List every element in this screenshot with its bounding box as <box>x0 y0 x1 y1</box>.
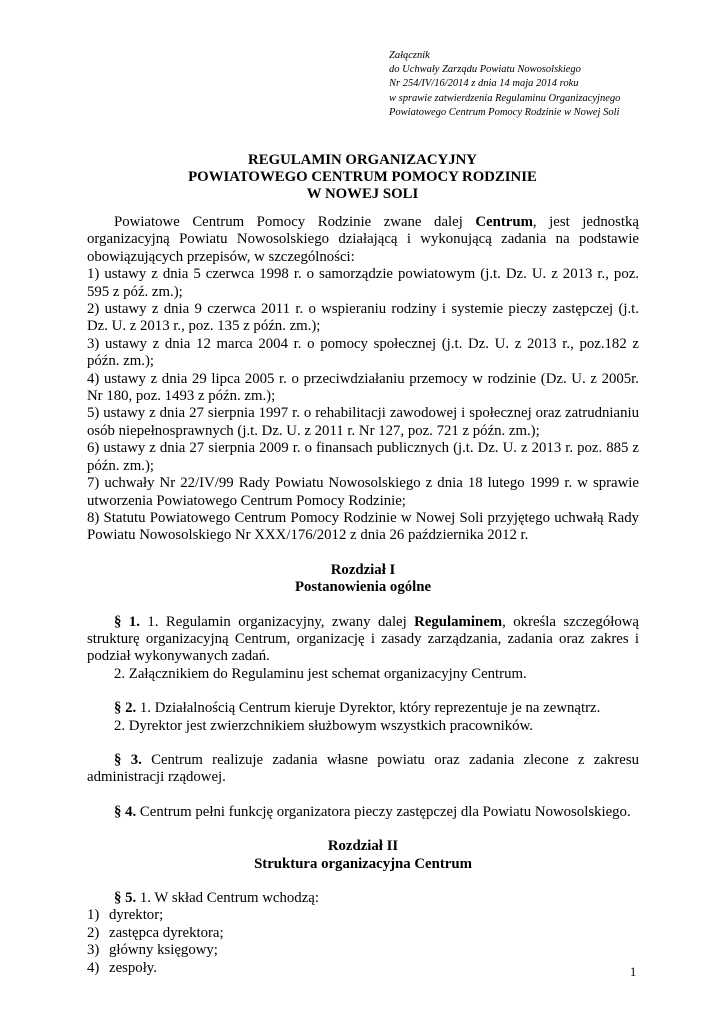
section-5: § 5. 1. W skład Centrum wchodzą: <box>114 890 319 906</box>
intro-paragraph: Powiatowe Centrum Pomocy Rodzinie zwane dalej Centrum, jest jednostką organizacyjną Powiatu Nowosolskiego działającą i wykonującą zadania na podstawie obowiązujących przepisów, w szczególności: <box>87 214 639 265</box>
document-title <box>0 152 725 203</box>
title-line: REGULAMIN ORGANIZACYJNY <box>248 152 477 168</box>
list-item: 1) dyrektor; <box>87 907 164 924</box>
list-item: 2) zastępca dyrektora; <box>87 924 224 941</box>
law-item: 5) ustawy z dnia 27 sierpnia 1997 r. o rehabilitacji zawodowej i społecznej oraz zatrudnianiu osób niepełnosprawnych (j.t. Dz. U. z 2011 r. Nr 127, poz. 721 z późn. zm.); <box>87 405 639 439</box>
section-2: § 2. 1. Działalnością Centrum kieruje Dyrektor, który reprezentuje je na zewnątrz. <box>114 700 601 717</box>
section-2-point-2: 2. Dyrektor jest zwierzchnikiem służbowym wszystkich pracowników. <box>114 717 534 734</box>
law-item: 8) Statutu Powiatowego Centrum Pomocy Rodzinie w Nowej Soli przyjętego uchwałą Rady Powiatu Nowosolskiego Nr XXX/176/2012 z dnia 26 października 2012 r. <box>87 509 639 544</box>
section-1: § 1. 1. Regulamin organizacyjny, zwany dalej Regulaminem, określa szczegółową strukturę organizacyjną Centrum, organizację i zasady zarządzania, zadania oraz zakres i podział wykonywanych zadań. <box>87 613 639 665</box>
law-item: 2) ustawy z dnia 9 czerwca 2011 r. o wspieraniu rodziny i systemie pieczy zastępczej (j.t. Dz. U. z 2013 r., poz. 135 z późn. zm.); <box>87 301 639 335</box>
chapter-name: Struktura organizacyjna Centrum <box>254 855 472 872</box>
chapter-name: Postanowienia ogólne <box>294 579 432 596</box>
annex-line: do Uchwały Zarządu Powiatu Nowosolskiego <box>389 64 581 76</box>
section-1-point-2: 2. Załącznikiem do Regulaminu jest schemat organizacyjny Centrum. <box>114 665 527 682</box>
annex-note <box>389 49 620 120</box>
annex-line: Nr 254/IV/16/2014 z dnia 14 maja 2014 roku <box>389 78 579 90</box>
page-number: 1 <box>630 965 637 979</box>
annex-line: w sprawie zatwierdzenia Regulaminu Organizacyjnego <box>389 92 621 104</box>
section-3: § 3. Centrum realizuje zadania własne powiatu oraz zadania zlecone z zakresu administracji rządowej. <box>87 751 639 786</box>
law-item: 6) ustawy z dnia 27 sierpnia 2009 r. o finansach publicznych (j.t. Dz. U. z 2013 r. poz. 885 z późn. zm.); <box>87 440 639 474</box>
law-item: 4) ustawy z dnia 29 lipca 2005 r. o przeciwdziałaniu przemocy w rodzinie (Dz. U. z 2005r. Nr 180, poz. 1493 z późn. zm.); <box>87 370 639 405</box>
title-line: W NOWEJ SOLI <box>306 186 419 202</box>
chapter-number: Rozdział I <box>330 561 396 578</box>
title-line: POWIATOWEGO CENTRUM POMOCY RODZINIE <box>188 169 537 185</box>
list-item: 3) główny księgowy; <box>87 942 218 959</box>
law-item: 7) uchwały Nr 22/IV/99 Rady Powiatu Nowosolskiego z dnia 18 lutego 1999 r. w sprawie utworzenia Powiatowego Centrum Pomocy Rodzinie; <box>87 475 639 509</box>
chapter-number: Rozdział II <box>327 838 399 855</box>
annex-line: Załącznik <box>389 50 430 61</box>
law-item: 1) ustawy z dnia 5 czerwca 1998 r. o samorządzie powiatowym (j.t. Dz. U. z 2013 r., poz. 595 z póź. zm.); <box>87 266 639 300</box>
annex-line: Powiatowego Centrum Pomocy Rodzinie w Nowej Soli <box>389 106 620 118</box>
document-body <box>87 214 639 977</box>
section-4: § 4. Centrum pełni funkcję organizatora pieczy zastępczej dla Powiatu Nowosolskiego. <box>114 803 631 820</box>
law-item: 3) ustawy z dnia 12 marca 2004 r. o pomocy społecznej (j.t. Dz. U. z 2013 r., poz.182 z późn. zm.); <box>87 335 639 370</box>
list-item: 4) zespoły. <box>87 959 157 976</box>
